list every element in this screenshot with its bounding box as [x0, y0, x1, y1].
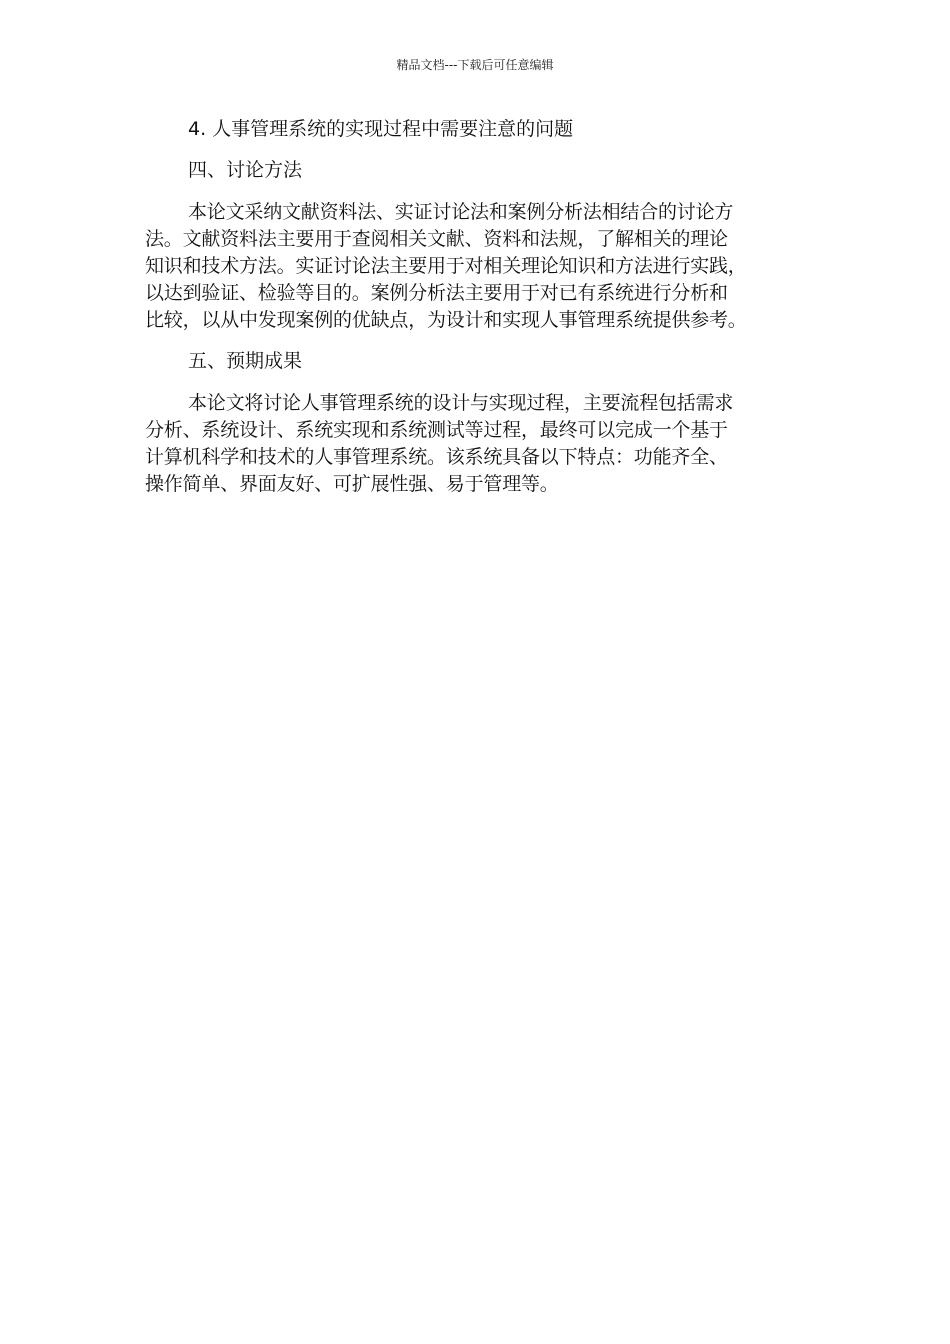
- paragraph-line: 知识和技术方法。实证讨论法主要用于对相关理论知识和方法进行实践，: [145, 255, 747, 277]
- paragraph-methods: [145, 199, 805, 334]
- section-title-expected-results: 五、预期成果: [188, 350, 303, 372]
- paragraph-expected-results: [145, 390, 805, 498]
- paragraph-line: 本论文将讨论人事管理系统的设计与实现过程，主要流程包括需求: [188, 392, 734, 414]
- page-header: 精品文档---下载后可任意编辑: [396, 58, 554, 72]
- section-title-methods: 四、讨论方法: [188, 159, 303, 181]
- paragraph-line: 操作简单、界面友好、可扩展性强、易于管理等。: [145, 473, 559, 495]
- paragraph-line: 计算机科学和技术的人事管理系统。该系统具备以下特点：功能齐全、: [145, 446, 728, 468]
- document-body: [145, 116, 805, 498]
- paragraph-line: 分析、系统设计、系统实现和系统测试等过程，最终可以完成一个基于: [145, 419, 728, 441]
- paragraph-line: 比较，以从中发现案例的优缺点，为设计和实现人事管理系统提供参考。: [145, 309, 747, 331]
- paragraph-line: 本论文采纳文献资料法、实证讨论法和案例分析法相结合的讨论方: [188, 201, 734, 223]
- list-item-4: 4. 人事管理系统的实现过程中需要注意的问题: [188, 118, 574, 140]
- paragraph-line: 法。文献资料法主要用于查阅相关文献、资料和法规，了解相关的理论: [145, 228, 728, 250]
- paragraph-line: 以达到验证、检验等目的。案例分析法主要用于对已有系统进行分析和: [145, 282, 728, 304]
